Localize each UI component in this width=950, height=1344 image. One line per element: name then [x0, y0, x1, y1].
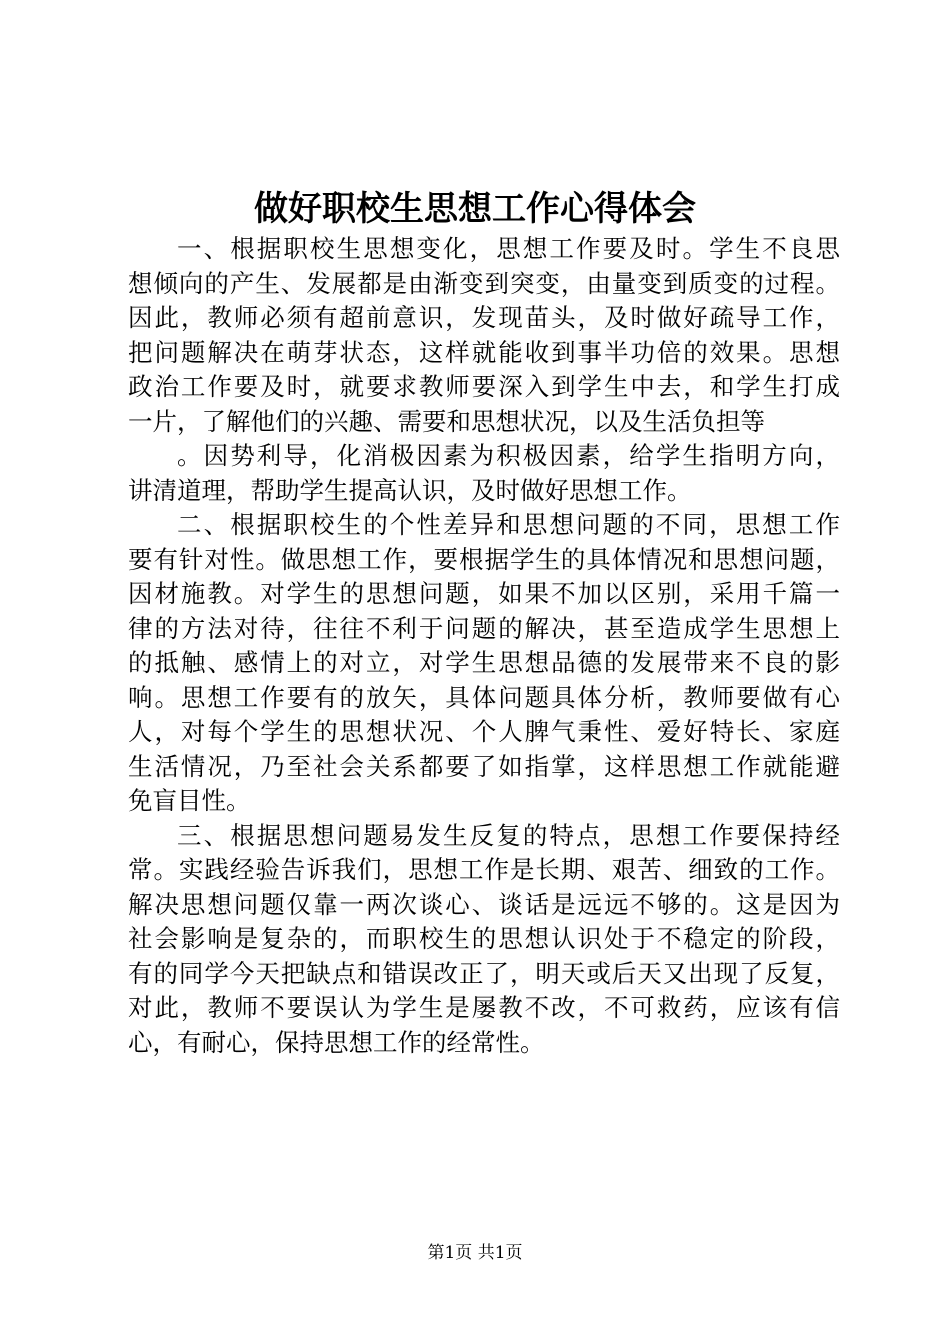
document-body [128, 232, 840, 1060]
page-footer: 第1页 共1页 [427, 1243, 523, 1263]
text-line: 心，有耐心，保持思想工作的经常性。 [128, 1027, 545, 1057]
text-line: 有的同学今天把缺点和错误改正了，明天或后天又出现了反复， [128, 958, 840, 988]
text-line: 一片，了解他们的兴趣、需要和思想状况，以及生活负担等 [128, 406, 765, 436]
text-line: 政治工作要及时，就要求教师要深入到学生中去，和学生打成 [128, 372, 840, 401]
text-line: 社会影响是复杂的，而职校生的思想认识处于不稳定的阶段， [128, 924, 840, 953]
text-line: 把问题解决在萌芽状态，这样就能收到事半功倍的效果。思想 [128, 337, 840, 367]
text-line: 的抵触、感情上的对立，对学生思想品德的发展带来不良的影 [128, 648, 840, 677]
text-line: 三、根据思想问题易发生反复的特点，思想工作要保持经 [177, 820, 840, 850]
text-line: 因此，教师必须有超前意识，发现苗头，及时做好疏导工作， [128, 303, 840, 332]
text-line: 生活情况，乃至社会关系都要了如指掌，这样思想工作就能避 [128, 751, 840, 781]
text-line: 人，对每个学生的思想状况、个人脾气秉性、爱好特长、家庭 [128, 717, 840, 746]
text-line: 要有针对性。做思想工作，要根据学生的具体情况和思想问题， [128, 544, 840, 574]
text-line: 常。实践经验告诉我们，思想工作是长期、艰苦、细致的工作。 [128, 855, 840, 884]
text-line: 响。思想工作要有的放矢，具体问题具体分析，教师要做有心 [128, 682, 840, 712]
text-line: 律的方法对待，往往不利于问题的解决，甚至造成学生思想上 [128, 613, 840, 643]
text-line: 想倾向的产生、发展都是由渐变到突变，由量变到质变的过程。 [128, 268, 840, 298]
text-line: 讲清道理，帮助学生提高认识，及时做好思想工作。 [128, 475, 692, 505]
text-line: 二、根据职校生的个性差异和思想问题的不同，思想工作 [177, 510, 840, 539]
text-line: 解决思想问题仅靠一两次谈心、谈话是远远不够的。这是因为 [128, 889, 840, 919]
text-line: 因材施教。对学生的思想问题，如果不加以区别，采用千篇一 [128, 579, 840, 608]
text-line: 一、根据职校生思想变化，思想工作要及时。学生不良思 [177, 234, 840, 263]
text-line: 免盲目性。 [128, 786, 251, 815]
text-line: 对此，教师不要误认为学生是屡教不改，不可救药，应该有信 [128, 993, 840, 1022]
document-title: 做好职校生思想工作心得体会 [254, 189, 696, 229]
text-line: 。因势利导，化消极因素为积极因素，给学生指明方向， [177, 441, 840, 470]
